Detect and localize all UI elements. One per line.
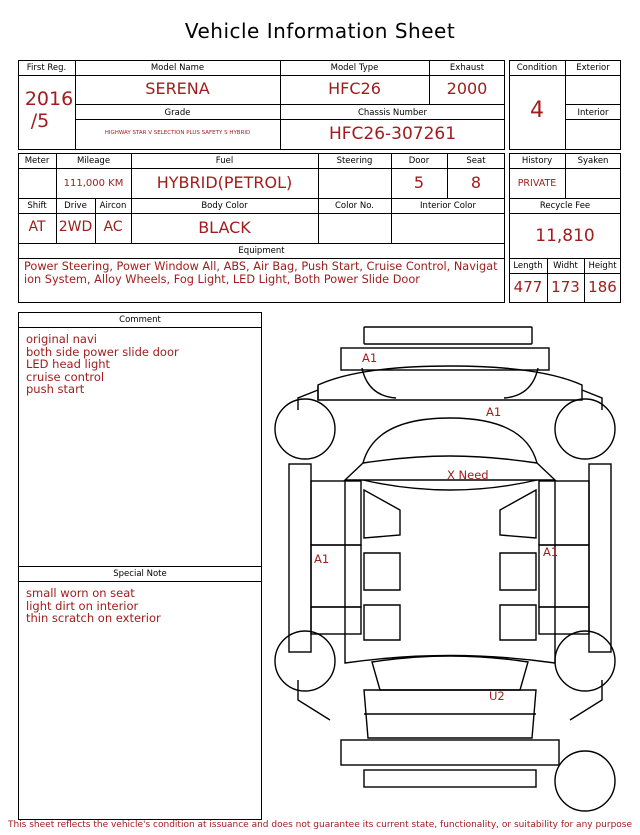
disclaimer-footer: This sheet reflects the vehicle's condition at issuance and does not guarantee its current state, functionality, or suitability for any purpose xyxy=(7,820,633,830)
left-rocker-part xyxy=(289,464,311,652)
exhaust-value: 2000 xyxy=(446,79,488,98)
windshield-part xyxy=(363,418,537,463)
mark-rear: U2 xyxy=(489,689,505,703)
steering-label: Steering xyxy=(336,156,373,166)
special-note-item: thin scratch on exterior xyxy=(26,611,161,625)
drive-label: Drive xyxy=(64,201,87,211)
special-note-list xyxy=(26,587,256,625)
model-name-label: Model Name xyxy=(150,63,205,73)
vehicle-damage-diagram xyxy=(265,318,635,818)
comment-label: Comment xyxy=(119,315,161,325)
recycle-fee-label: Recycle Fee xyxy=(539,201,591,211)
right-front-door-part xyxy=(539,481,589,545)
front-right-wheel xyxy=(555,399,615,459)
left-front-door-part xyxy=(311,481,361,545)
height-label: Height xyxy=(588,261,617,271)
page-title: Vehicle Information Sheet xyxy=(184,19,456,43)
comment-item: push start xyxy=(26,382,85,396)
comment-list xyxy=(26,333,256,396)
interior-color-label: Interior Color xyxy=(420,201,476,211)
aircon-value: AC xyxy=(103,219,123,235)
equipment-line-1: Power Steering, Power Window All, ABS, Air Bag, Push Start, Cruise Control, Navigat xyxy=(24,260,498,273)
history-value: PRIVATE xyxy=(517,178,557,189)
body-color-value: BLACK xyxy=(198,218,251,237)
shift-label: Shift xyxy=(27,201,47,211)
condition-label: Condition xyxy=(516,63,558,73)
fuel-value: HYBRID(PETROL) xyxy=(156,173,293,192)
mark-hood: A1 xyxy=(486,405,502,419)
first-reg-year: 2016 xyxy=(24,88,74,110)
exterior-label: Exterior xyxy=(576,63,610,73)
length-value: 477 xyxy=(513,278,543,296)
special-note-item: light dirt on interior xyxy=(26,598,139,613)
mileage-label: Mileage xyxy=(76,156,111,166)
first-reg-label: First Reg. xyxy=(26,63,67,73)
shift-value: AT xyxy=(28,219,46,235)
spare-wheel xyxy=(555,751,615,811)
right-rocker-part xyxy=(589,464,611,652)
chassis-number-label: Chassis Number xyxy=(357,108,428,118)
exhaust-label: Exhaust xyxy=(449,63,485,73)
recycle-fee-value: 11,810 xyxy=(535,226,595,246)
fuel-label: Fuel xyxy=(215,156,234,166)
special-note-label: Special Note xyxy=(113,569,167,579)
mileage-value: 111,000 KM xyxy=(63,178,124,189)
model-name-value: SERENA xyxy=(145,79,210,98)
grade-value: HIGHWAY STAR V SELECTION PLUS SAFETY S HYBRID xyxy=(104,130,251,136)
door-label: Door xyxy=(408,156,430,166)
seat-label: Seat xyxy=(466,156,486,166)
front-bumper-part xyxy=(364,327,532,344)
mark-right-side: A1 xyxy=(543,545,559,559)
seat-value: 8 xyxy=(470,173,482,192)
mark-front-bumper: A1 xyxy=(362,351,378,365)
rear-window-part xyxy=(372,656,528,690)
interior-label: Interior xyxy=(577,108,609,118)
equipment-line-2: ion System, Alloy Wheels, Fog Light, LED Light, Both Power Slide Door xyxy=(24,273,420,286)
front-left-wheel xyxy=(275,399,335,459)
drive-value: 2WD xyxy=(58,219,93,235)
length-label: Length xyxy=(513,261,543,271)
history-label: History xyxy=(521,156,553,166)
door-value: 5 xyxy=(413,173,425,192)
special-note-item: small worn on seat xyxy=(26,586,135,600)
comment-item: both side power slide door xyxy=(26,344,179,359)
height-value: 186 xyxy=(588,278,617,296)
mark-roof: X Need xyxy=(447,468,489,482)
equipment-label: Equipment xyxy=(238,246,285,256)
width-label: Widht xyxy=(553,261,578,271)
grade-label: Grade xyxy=(164,108,191,118)
comment-item: original navi xyxy=(26,332,97,346)
width-value: 173 xyxy=(551,278,580,296)
rear-left-wheel xyxy=(275,631,335,691)
model-type-label: Model Type xyxy=(330,63,379,73)
meter-label: Meter xyxy=(24,156,50,166)
rear-bumper-part xyxy=(341,740,559,765)
rear-right-wheel xyxy=(555,631,615,691)
aircon-label: Aircon xyxy=(99,201,127,211)
body-color-label: Body Color xyxy=(201,201,248,211)
comment-item: cruise control xyxy=(26,369,105,384)
color-no-label: Color No. xyxy=(334,201,374,211)
model-type-value: HFC26 xyxy=(328,79,381,98)
condition-value: 4 xyxy=(530,98,544,123)
chassis-number-value: HFC26-307261 xyxy=(328,124,457,144)
comment-item: LED head light xyxy=(26,357,111,371)
mark-left-side: A1 xyxy=(314,552,330,566)
syaken-label: Syaken xyxy=(577,156,609,166)
first-reg-month: /5 xyxy=(30,110,50,132)
hood-part xyxy=(318,366,582,400)
